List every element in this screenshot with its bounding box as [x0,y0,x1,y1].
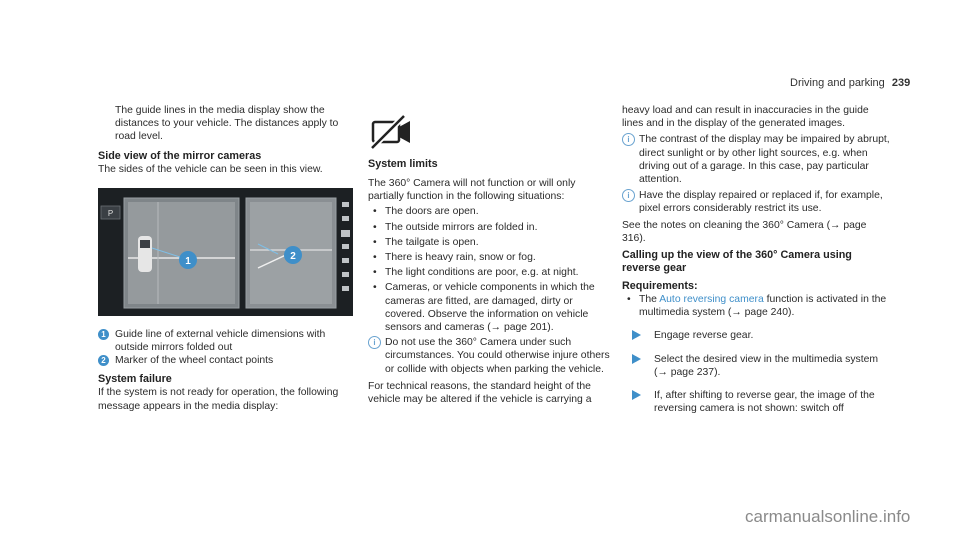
page-number: 239 [891,77,911,89]
display-label: P [107,208,114,218]
list-item: • Cameras, or vehicle components in which the cameras are fitted, are damaged, dirty or covered. Observe the information on vehicle sensors and cameras (→ page 201). [373,282,595,334]
system-limits-heading: System limits [368,158,438,170]
list-item: • The light conditions are poor, e.g. at night. [373,267,579,279]
legend-text-2: Marker of the wheel contact points [115,355,274,367]
list-item: • The doors are open. [373,206,479,218]
legend-item-2 [98,354,353,367]
note-block [368,336,613,376]
step-engage-reverse: Engage reverse gear. [622,329,892,342]
note-block [622,133,892,186]
limits-list [368,205,613,334]
system-failure-text: If the system is not ready for operation, the following message appears in the media display: [98,387,339,412]
legend-text-1: Guide line of external vehicle dimensions with outside mirrors folded out [115,328,326,354]
step-select-view: Select the desired view in the multimedia system (→ page 237). [622,353,892,379]
note-block [622,189,892,215]
step-arrow-icon [632,330,641,340]
info-icon: i [368,336,381,349]
see-notes-text: See the notes on cleaning the 360° Camera (→ page 316). [622,219,867,244]
system-limits-intro: The 360° Camera will not function or will only partially function in the following situations: [368,178,576,203]
page-header [790,77,940,89]
side-view-screen-image [98,188,353,316]
list-item: • The outside mirrors are folded in. [373,221,538,233]
step-switch-off: If, after shifting to reverse gear, the image of the reversing camera is not shown: switch off [622,389,892,415]
section-title: Driving and parking [790,77,885,89]
step-arrow-icon [632,354,641,364]
callout-1: 1 [185,255,191,267]
watermark: carmanualsonline.info [745,507,911,526]
technical-text: For technical reasons, the standard height of the vehicle may be altered if the vehicle is carrying a [368,380,592,406]
info-icon: i [622,133,635,146]
intro-text: The guide lines in the media display show the distances to your vehicle. The distances apply to road level. [115,105,339,143]
callout-2: 2 [290,250,296,262]
list-item: • There is heavy rain, snow or fog. [373,252,536,264]
info-icon: i [622,189,635,202]
note-text-repair: Have the display repaired or replaced if, for example, pixel errors considerably restrict its use. [639,190,883,215]
legend-badge-1: 1 [98,329,109,340]
camera-off-icon [368,112,613,152]
note-text-contrast: The contrast of the display may be impaired by abrupt, direct sunlight or by other light sources, e.g. when driving out of a garage. In this case, pay particular attention. [639,134,890,186]
side-view-heading: Side view of the mirror cameras [98,149,262,162]
step-arrow-icon [632,390,641,400]
column-middle [368,112,613,406]
requirements-heading: Requirements: [622,280,698,293]
legend-item-1 [98,328,353,354]
note-text: Do not use the 360° Camera under such circumstances. You could otherwise injure others or collide with objects when parking the vehicle. [385,337,610,375]
system-failure-heading: System failure [98,373,172,386]
list-item: • The Auto reversing camera function is activated in the multimedia system (→ page 240). [627,294,887,319]
calling-up-heading: Calling up the view of the 360° Camera using reverse gear [622,249,852,275]
side-view-illustration [98,188,353,316]
auto-reversing-camera-link[interactable]: Auto reversing camera [659,294,764,306]
continued-text: heavy load and can result in inaccuracies in the guide lines and in the display of the generated images. [622,105,869,130]
column-right [622,104,892,415]
column-left [98,104,353,413]
side-view-text: The sides of the vehicle can be seen in this view. [98,163,323,175]
legend-badge-2: 2 [98,355,109,366]
requirements-list [622,293,892,319]
list-item: • The tailgate is open. [373,236,479,248]
